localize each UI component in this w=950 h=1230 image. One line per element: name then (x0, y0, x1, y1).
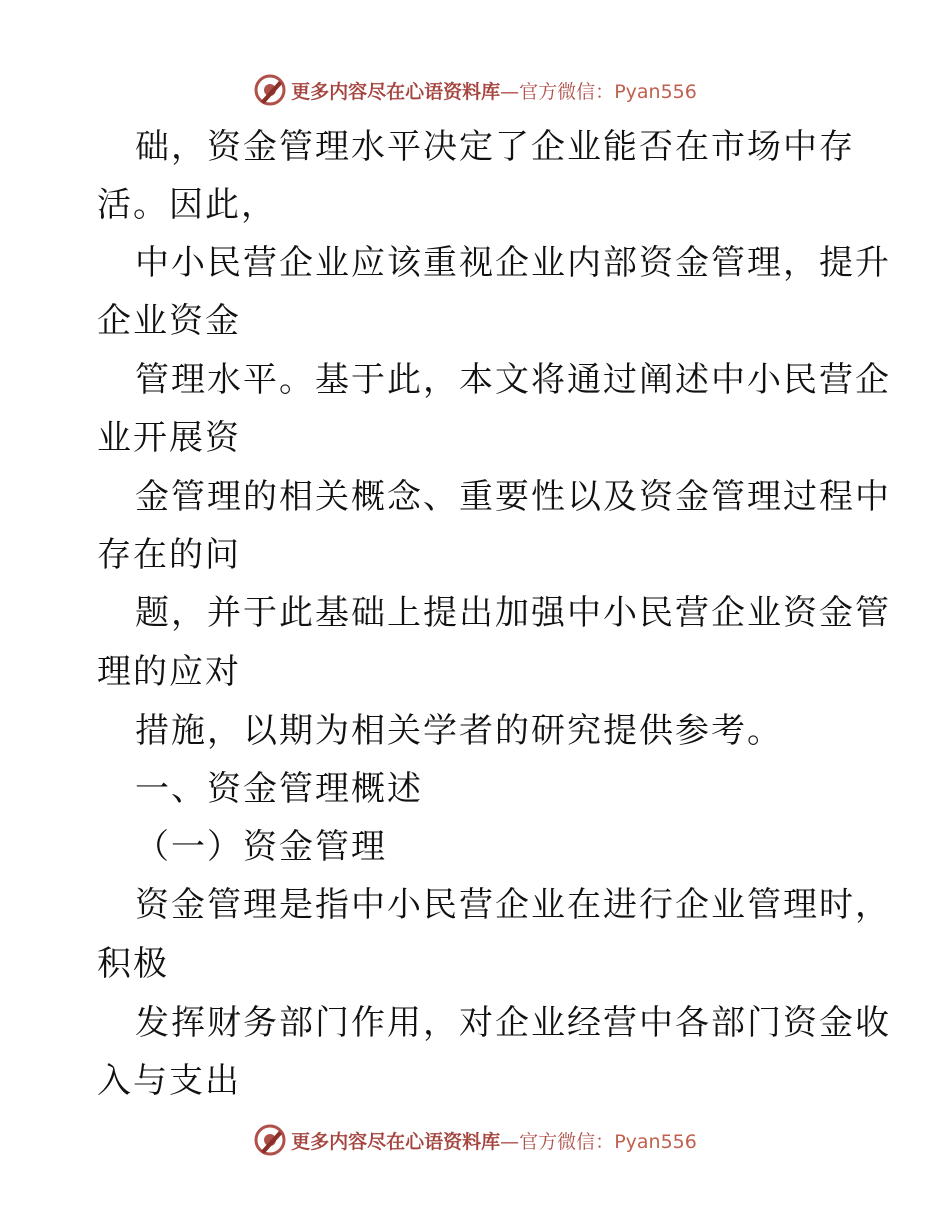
text-line: 入与支出 (97, 1061, 241, 1101)
watermark-site-text: 更多内容尽在心语资料库 (291, 80, 501, 103)
text-line: 资金管理是指中小民营企业在进行企业管理时， (135, 885, 891, 925)
watermark-text (291, 1127, 697, 1154)
text-line: 中小民营企业应该重视企业内部资金管理，提升 (135, 243, 891, 283)
text-line: 题，并于此基础上提出加强中小民营企业资金管 (135, 593, 891, 633)
text-line: 积极 (97, 944, 169, 984)
watermark-wechat-id: Pyan556 (614, 80, 697, 103)
text-line: 措施，以期为相关学者的研究提供参考。 (135, 711, 783, 751)
text-line: 础，资金管理水平决定了企业能否在市场中存 (135, 127, 855, 167)
header-watermark (0, 70, 950, 110)
text-line: 理的应对 (97, 652, 241, 692)
text-line: 管理水平。基于此，本文将通过阐述中小民营企 (135, 360, 891, 400)
watermark-wechat-label: 官方微信： (519, 1130, 615, 1153)
watermark-dash: — (500, 1130, 520, 1153)
pen-logo-icon (253, 1123, 287, 1157)
pen-logo-icon (253, 73, 287, 107)
watermark-text (291, 77, 697, 104)
text-line: 发挥财务部门作用，对企业经营中各部门资金收 (135, 1003, 891, 1043)
watermark-site-text: 更多内容尽在心语资料库 (291, 1130, 501, 1153)
watermark-wechat-label: 官方微信： (519, 80, 615, 103)
text-line: 活。因此， (97, 185, 277, 225)
footer-watermark (0, 1120, 950, 1160)
text-line: 业开展资 (97, 418, 241, 458)
text-line: 金管理的相关概念、重要性以及资金管理过程中 (135, 477, 891, 517)
text-line: 存在的问 (97, 535, 241, 575)
watermark-wechat-id: Pyan556 (614, 1130, 697, 1153)
text-line: 企业资金 (97, 301, 241, 341)
watermark-dash: — (500, 80, 520, 103)
section-heading: 一、资金管理概述 (135, 769, 423, 809)
subsection-heading: （一）资金管理 (135, 827, 387, 867)
